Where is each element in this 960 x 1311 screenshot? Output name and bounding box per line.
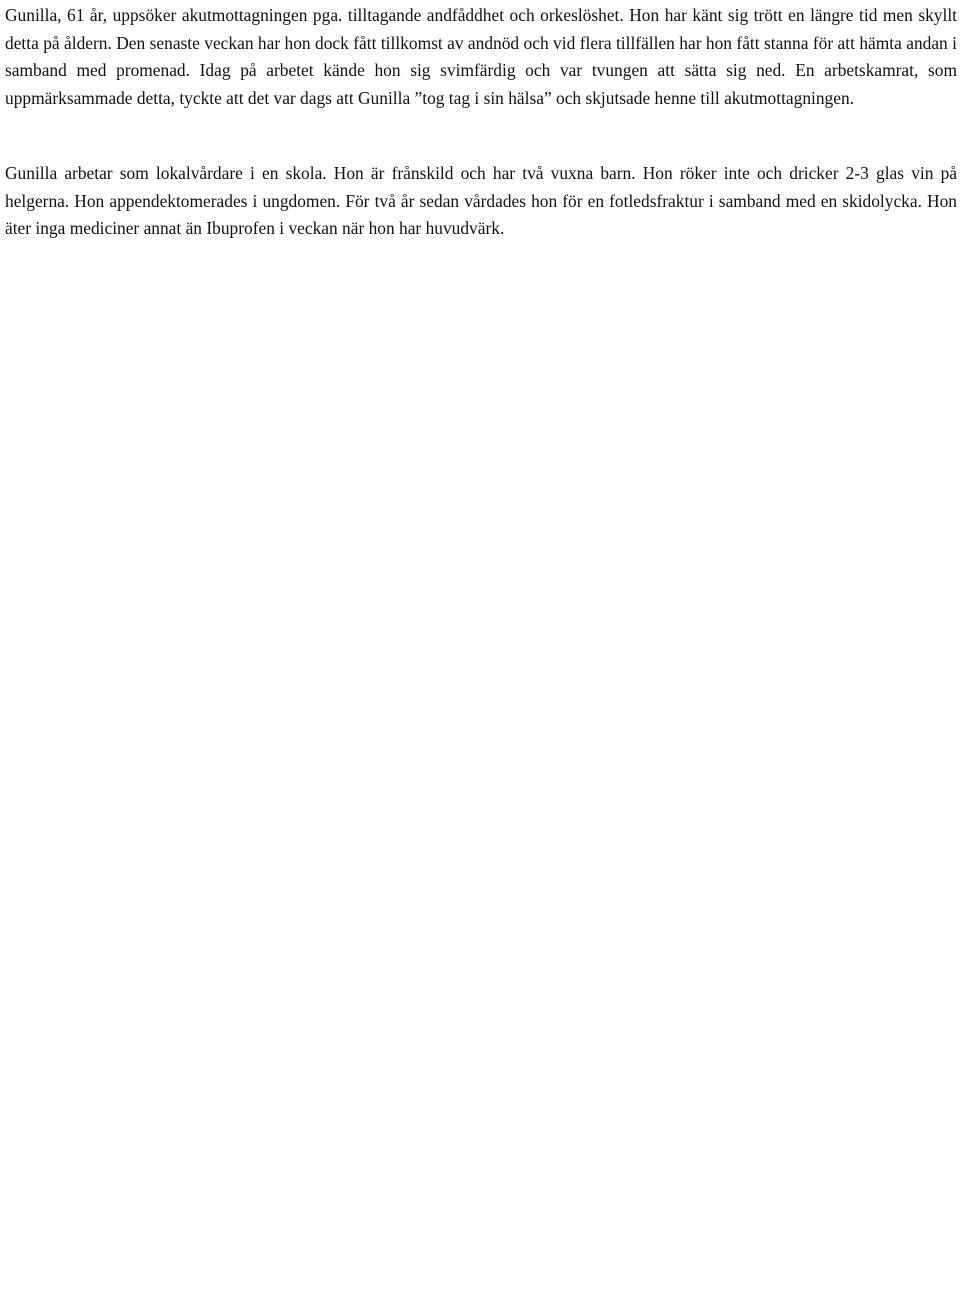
- case-intro-paragraph: Gunilla, 61 år, uppsöker akutmottagningen pga. tilltagande andfåddhet och orkeslöshet. Hon har känt sig trött en längre tid men skyllt detta på åldern. Den senaste veckan har hon dock fått tillkomst av andnöd och vid flera tillfällen har hon fått stanna för att hämta andan i samband med promenad. Idag på arbetet kände hon sig svimfärdig och var tvungen att sätta sig ned. En arbetskamrat, som uppmärksammade detta, tyckte att det var dags att Gunilla ”tog tag i sin hälsa” och skjutsade henne till akutmottagningen.: [5, 5, 957, 109]
- social-history-paragraph: Gunilla arbetar som lokalvårdare i en skola. Hon är frånskild och har två vuxna barn. Hon röker inte och dricker 2-3 glas vin på helgerna. Hon appendektomerades i ungdomen. För två år sedan vårdades hon för en fotledsfraktur i samband med en skidolycka. Hon äter inga mediciner annat än Ibuprofen i veckan när hon har huvudvärk.: [5, 163, 957, 239]
